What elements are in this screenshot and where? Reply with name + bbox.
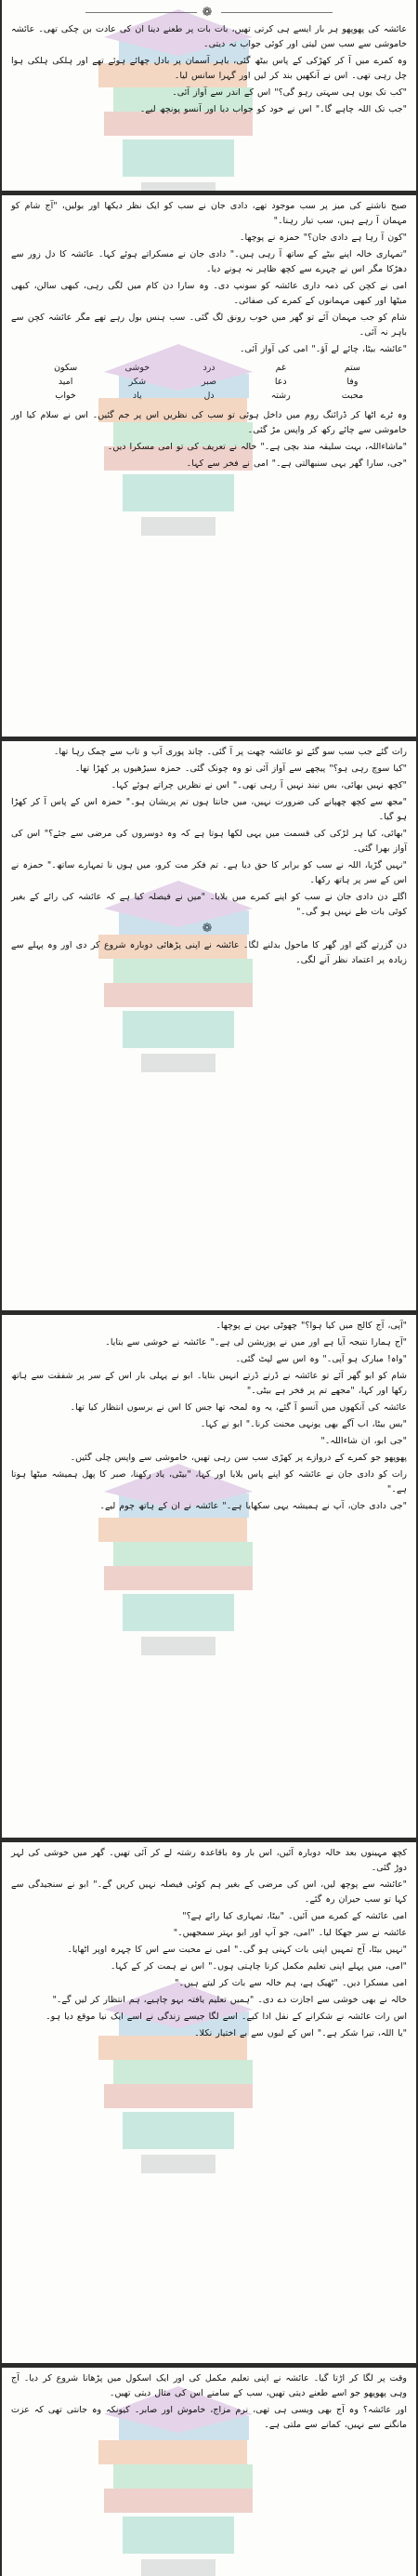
page-divider	[11, 6, 407, 20]
paragraph: "بس بیٹا، اب آگے بھی یونہی محنت کرنا۔" ابو نے کہا۔	[200, 1419, 407, 1429]
paragraph: رات کو دادی جان نے عائشہ کو اپنے پاس بلایا اور کہا، "بیٹی، یاد رکھنا، صبر کا پھل ہمیشہ میٹھا ہوتا ہے۔"	[11, 1469, 407, 1494]
paragraph: رات گئے جب سب سو گئے تو عائشہ چھت پر آ گئی۔ چاند پوری آب و تاب سے چمک رہا تھا۔	[53, 747, 407, 757]
paragraph: "آپی، آج کالج میں کیا ہوا؟" چھوٹی بہن نے پوچھا۔	[216, 1321, 407, 1331]
page-5	[2, 1842, 416, 2363]
table-cell: غم	[275, 363, 286, 373]
paragraph: صبح ناشتے کی میز پر سب موجود تھے، دادی جان نے سب کو ایک نظر دیکھا اور بولیں، "آج شام کو مہمان آ رہے ہیں، سب تیار رہنا۔"	[11, 201, 407, 226]
table-cell: صبر	[201, 377, 217, 387]
page-1	[2, 0, 416, 191]
paragraph: "جی دادی جان، آپ نے ہمیشہ یہی سکھایا ہے۔" عائشہ نے ان کے ہاتھ چوم لیے۔	[99, 1501, 407, 1511]
paragraph: "کیا سوچ رہی ہو؟" پیچھے سے آواز آئی تو وہ چونک گئی۔ حمزہ سیڑھیوں پر کھڑا تھا۔	[74, 764, 407, 774]
flower-ornament-icon: ❁	[202, 922, 216, 936]
story-text	[11, 1319, 407, 1514]
story-text	[11, 1846, 407, 2041]
story-text	[11, 199, 407, 357]
paragraph: پھوپھو جو کمرے کے دروازے پر کھڑی سب سن رہی تھیں، خاموشی سے واپس چلی گئیں۔	[70, 1453, 407, 1463]
paragraph: "کچھ نہیں بھائی، بس نیند نہیں آ رہی تھی۔" اس نے نظریں چراتے ہوئے کہا۔	[111, 780, 407, 790]
table-cell: شکر	[128, 377, 147, 387]
table-cell: دل	[203, 391, 215, 401]
flower-ornament-icon: ❁	[202, 6, 216, 20]
paragraph: شام کو ابو گھر آئے تو عائشہ نے ڈرتے ڈرتے انہیں بتایا۔ ابو نے پہلی بار اس کے سر پر شفقت سے ہاتھ رکھا اور کہا، "مجھے تم پر فخر ہے بیٹی۔"	[11, 1371, 407, 1396]
paragraph: "جب تک اللہ چاہے گا۔" اس نے خود کو جواب دیا اور آنسو پونچھ لیے۔	[139, 104, 407, 114]
story-text	[11, 408, 407, 471]
paragraph: "ماشاءاللہ، بہت سلیقہ مند بچی ہے۔" خالہ نے تعریف کی تو امی مسکرا دیں۔	[107, 442, 407, 452]
paragraph: "تمہاری خالہ اپنے بیٹے کے ساتھ آ رہی ہیں۔" دادی جان نے مسکراتے ہوئے کہا۔ عائشہ کا دل زور سے دھڑکا مگر اس نے چہرے سے کچھ ظاہر نہ ہونے دیا۔	[11, 249, 407, 274]
paragraph: "جی، سارا گھر یہی سنبھالتی ہے۔" امی نے فخر سے کہا۔	[186, 458, 407, 469]
page-6	[2, 2368, 416, 2576]
paragraph: "عائشہ بیٹا، چائے لے آؤ۔" امی کی آواز آئی۔	[239, 344, 407, 354]
paragraph: "یا اللہ، تیرا شکر ہے۔" اس کے لبوں سے بے اختیار نکلا۔	[194, 2028, 407, 2038]
table-cell: درد	[202, 363, 216, 373]
table-cell: دعا	[274, 377, 287, 387]
table-cell: خوشی	[124, 363, 150, 373]
paragraph: وہ کمرے میں آ کر کھڑکی کے پاس بیٹھ گئی، باہر آسمان پر بادل چھائے ہوئے تھے اور ہلکی ہلکی ہوا چل رہی تھی۔ اس نے آنکھیں بند کر لیں اور گہرا سانس لیا۔	[11, 56, 407, 81]
table-cell: امید	[58, 377, 73, 387]
paragraph: دن گزرتے گئے اور گھر کا ماحول بدلنے لگا۔ عائشہ نے اپنی پڑھائی دوبارہ شروع کر دی اور وہ پہلے سے زیادہ پر اعتماد نظر آنے لگی۔	[11, 940, 407, 965]
table-cell: یاد	[132, 391, 142, 401]
paragraph: "نہیں گڑیا، اللہ نے سب کو برابر کا حق دیا ہے۔ تم فکر مت کرو، میں ہوں نا تمہارے ساتھ۔" حمزہ نے اس کے سر پر ہاتھ رکھا۔	[11, 860, 407, 885]
section-divider	[11, 922, 407, 936]
paragraph: "کب تک یوں ہی سہتی رہو گی؟" اس کے اندر سے آواز آئی۔	[172, 87, 407, 98]
paragraph: شام کو جب مہمان آئے تو گھر میں خوب رونق لگ گئی۔ سب ہنس بول رہے تھے مگر عائشہ کچن سے باہر نہ آئی۔	[11, 312, 407, 338]
paragraph: خالہ نے بھی خوشی سے اجازت دے دی۔ "ہمیں تعلیم یافتہ بہو چاہیے، ہم انتظار کر لیں گے۔"	[52, 1995, 407, 2005]
paragraph: "واہ! مبارک ہو آپی۔" وہ اس سے لپٹ گئی۔	[235, 1354, 407, 1364]
paragraph: وہ ٹرے اٹھا کر ڈرائنگ روم میں داخل ہوئی تو سب کی نظریں اس پر جم گئیں۔ اس نے سلام کیا اور خاموشی سے چائے رکھ کر واپس مڑ گئی۔	[11, 410, 407, 435]
page-4	[2, 1315, 416, 1838]
page-2	[2, 195, 416, 737]
table-cell: خواب	[55, 391, 76, 401]
paragraph: "جی ابو، ان شاءاللہ۔"	[320, 1436, 407, 1446]
table-cell: ستم	[344, 363, 360, 373]
paragraph: اگلے دن دادی جان نے سب کو اپنے کمرے میں بلایا۔ "میں نے فیصلہ کیا ہے کہ عائشہ کی رائے کے بغیر کوئی بات طے نہیں ہو گی۔"	[11, 892, 407, 917]
paragraph: امی نے کچن کی ذمہ داری عائشہ کو سونپ دی۔ وہ سارا دن کام میں لگی رہی، کبھی سالن، کبھی میٹھا اور کبھی مہمانوں کے کمرے کی صفائی۔	[11, 281, 407, 306]
paragraph: "مجھ سے کچھ چھپانے کی ضرورت نہیں، میں جانتا ہوں تم پریشان ہو۔" حمزہ اس کے پاس آ کر کھڑا ہو گیا۔	[11, 797, 407, 822]
paragraph: عائشہ نے سر جھکا لیا۔ "امی، جو آپ اور ابو بہتر سمجھیں۔"	[173, 1928, 407, 1938]
paragraph: عائشہ کی آنکھوں میں آنسو آ گئے، یہ وہ لمحہ تھا جس کا اس نے برسوں انتظار کیا تھا۔	[70, 1402, 407, 1413]
table-cell: وفا	[346, 377, 359, 387]
paragraph: امی عائشہ کے کمرے میں آئیں۔ "بیٹا، تمہاری کیا رائے ہے؟"	[182, 1911, 407, 1921]
table-cell: محبت	[341, 391, 364, 401]
paragraph: اور عائشہ؟ وہ آج بھی ویسی ہی تھی، نرم مزاج، خاموش اور صابر۔ کیونکہ وہ جانتی تھی کہ عزت مانگنے سے نہیں، کمانے سے ملتی ہے۔	[11, 2405, 407, 2430]
story-text	[11, 745, 407, 920]
paragraph: "امی، میں پہلے اپنی تعلیم مکمل کرنا چاہتی ہوں۔" اس نے ہمت کر کے کہا۔	[110, 1961, 407, 1972]
paragraph: وقت پر لگا کر اڑتا گیا۔ عائشہ نے اپنی تعلیم مکمل کی اور ایک اسکول میں پڑھانا شروع کر دیا۔ آج وہی پھوپھو جو اسے طعنے دیتی تھیں، سب کے سامنے اس کی مثال دیتی تھیں۔	[11, 2373, 407, 2398]
paragraph: امی مسکرا دیں۔ "ٹھیک ہے، ہم خالہ سے بات کر لیتے ہیں۔"	[175, 1978, 407, 1988]
word-table	[30, 361, 388, 403]
story-text	[11, 938, 407, 968]
paragraph: اس رات عائشہ نے شکرانے کے نفل ادا کیے۔ اسے لگا جیسے زندگی نے اسے ایک نیا موقع دیا ہو۔	[46, 2012, 407, 2022]
page-3	[2, 741, 416, 1310]
paragraph: "بھائی، کیا ہر لڑکی کی قسمت میں یہی لکھا ہوتا ہے کہ وہ دوسروں کی مرضی سے جئے؟" اس کی آواز بھرا گئی۔	[11, 829, 407, 854]
paragraph: "نہیں بیٹا، آج تمہیں اپنی بات کہنی ہو گی۔" امی نے محبت سے اس کا چہرہ اوپر اٹھایا۔	[67, 1945, 407, 1955]
paragraph: کچھ مہینوں بعد خالہ دوبارہ آئیں، اس بار وہ باقاعدہ رشتہ لے کر آئی تھیں۔ گھر میں خوشی کی لہر دوڑ گئی۔	[11, 1848, 407, 1873]
story-text	[11, 22, 407, 117]
table-cell: سکون	[54, 363, 78, 373]
paragraph: "آج ہمارا نتیجہ آیا ہے اور میں نے پوزیشن لی ہے۔" عائشہ نے خوشی سے بتایا۔	[105, 1337, 407, 1348]
paragraph: "عائشہ سے پوچھ لیں، اس کی مرضی کے بغیر ہم کوئی فیصلہ نہیں کریں گے۔" ابو نے سنجیدگی سے کہا تو سب حیران رہ گئے۔	[11, 1879, 407, 1905]
story-text	[11, 2371, 407, 2433]
table-cell: رشتہ	[270, 391, 291, 401]
paragraph: عائشہ کی پھوپھو ہر بار ایسے ہی کرتی تھیں، بات بات پر طعنے دینا ان کی عادت بن چکی تھی۔ عائشہ خاموشی سے سب سن لیتی اور کوئی جواب نہ دیتی۔	[11, 24, 407, 49]
paragraph: "کون آ رہا ہے دادی جان؟" حمزہ نے پوچھا۔	[239, 232, 407, 243]
